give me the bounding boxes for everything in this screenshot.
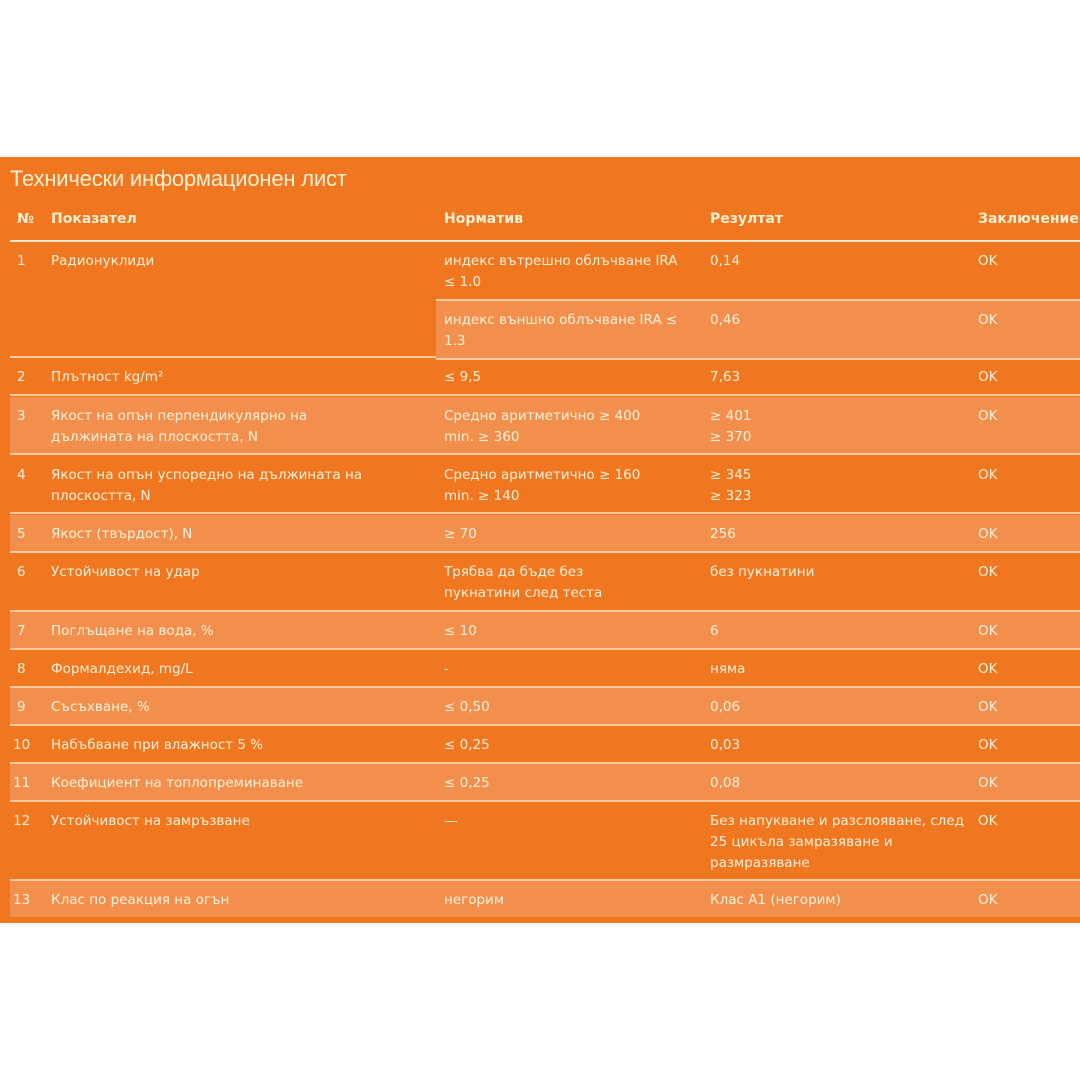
row-result: ≥ 345 ≥ 323 bbox=[710, 467, 752, 504]
row-norm: Средно аритметично ≥ 160 min. ≥ 140 bbox=[444, 467, 641, 504]
table-row bbox=[10, 515, 1080, 553]
row-number: 13 bbox=[13, 892, 31, 908]
row-number: 10 bbox=[13, 737, 31, 753]
row-result: 0,14 bbox=[710, 253, 741, 269]
row-result: 7,63 bbox=[710, 369, 741, 385]
row-conclusion: OK bbox=[978, 369, 998, 385]
row-indicator: Радионуклиди bbox=[51, 253, 155, 269]
row-norm: — bbox=[444, 813, 458, 829]
row-conclusion: OK bbox=[978, 467, 998, 483]
table-row bbox=[10, 397, 1080, 455]
row-conclusion: OK bbox=[978, 253, 998, 269]
row-number: 6 bbox=[17, 564, 26, 580]
table-row bbox=[10, 726, 1080, 764]
row-conclusion: OK bbox=[978, 775, 998, 791]
table-row bbox=[10, 650, 1080, 688]
row-indicator: Коефициент на топлопреминаване bbox=[51, 775, 304, 791]
row-indicator: Якост на опън перпендикулярно на дължината на плоскостта, N bbox=[51, 408, 308, 445]
row-indicator: Поглъщане на вода, % bbox=[51, 623, 214, 639]
row-number: 2 bbox=[17, 369, 26, 385]
row-indicator: Съсъхване, % bbox=[51, 699, 150, 715]
table-row bbox=[10, 456, 1080, 514]
row-number: 1 bbox=[17, 253, 26, 269]
row-number: 4 bbox=[17, 467, 26, 483]
table-row bbox=[10, 688, 1080, 726]
table-row bbox=[10, 764, 1080, 802]
row-conclusion: OK bbox=[978, 408, 998, 424]
table-row bbox=[10, 802, 1080, 881]
row-number: 12 bbox=[13, 813, 31, 829]
table-row bbox=[10, 553, 1080, 612]
row-norm: ≤ 0,25 bbox=[444, 775, 490, 791]
row-indicator: Клас по реакция на огън bbox=[51, 892, 230, 908]
row-norm: ≤ 0,50 bbox=[444, 699, 490, 715]
row-conclusion: OK bbox=[978, 699, 998, 715]
row-indicator: Плътност kg/m² bbox=[51, 369, 164, 385]
row-norm: Трябва да бъде без пукнатини след теста bbox=[444, 564, 603, 601]
row-conclusion: OK bbox=[978, 564, 998, 580]
row-conclusion: OK bbox=[978, 737, 998, 753]
table-subrow bbox=[436, 299, 1080, 360]
subrow-conclusion: OK bbox=[978, 312, 998, 328]
row-conclusion: OK bbox=[978, 892, 998, 908]
table-row bbox=[10, 358, 1080, 396]
row-indicator: Якост (твърдост), N bbox=[51, 526, 193, 542]
header-norm: Норматив bbox=[444, 211, 524, 227]
row-norm: ≤ 0,25 bbox=[444, 737, 490, 753]
sheet-title: Технически информационен лист bbox=[10, 166, 347, 191]
subrow-result: 0,46 bbox=[710, 312, 741, 328]
row-result: 0,08 bbox=[710, 775, 741, 791]
row-result: 256 bbox=[710, 526, 736, 542]
row-norm: Средно аритметично ≥ 400 min. ≥ 360 bbox=[444, 408, 641, 445]
row-norm: негорим bbox=[444, 892, 505, 908]
row-norm: ≤ 9,5 bbox=[444, 369, 482, 385]
row-norm: ≥ 70 bbox=[444, 526, 477, 542]
row-result: ≥ 401 ≥ 370 bbox=[710, 408, 752, 445]
row-norm: - bbox=[444, 661, 449, 677]
row-conclusion: OK bbox=[978, 526, 998, 542]
row-indicator: Формалдехид, mg/L bbox=[51, 661, 193, 677]
header-no: № bbox=[17, 211, 34, 227]
row-result: 0,06 bbox=[710, 699, 741, 715]
row-number: 3 bbox=[17, 408, 26, 424]
row-result: Клас A1 (негорим) bbox=[710, 892, 841, 908]
row-result: Без напукване и разслояване, след 25 цикъла замразяване и размразяване bbox=[710, 813, 964, 871]
table-row bbox=[10, 881, 1080, 917]
subrow-norm: индекс външно облъчване IRA ≤ 1.3 bbox=[444, 312, 678, 349]
row-norm: индекс вътрешно облъчване IRA ≤ 1.0 bbox=[444, 253, 678, 290]
header-result: Резултат bbox=[710, 211, 783, 227]
row-conclusion: OK bbox=[978, 813, 998, 829]
row-result: няма bbox=[710, 661, 746, 677]
row-result: 6 bbox=[710, 623, 719, 639]
row-number: 8 bbox=[17, 661, 26, 677]
row-indicator: Устойчивост на удар bbox=[51, 564, 200, 580]
row-number: 9 bbox=[17, 699, 26, 715]
header-conclusion: Заключение bbox=[978, 211, 1079, 227]
row-result: без пукнатини bbox=[710, 564, 815, 580]
row-indicator: Якост на опън успоредно на дължината на плоскостта, N bbox=[51, 467, 363, 504]
row-number: 11 bbox=[13, 775, 31, 791]
technical-sheet-panel bbox=[0, 157, 1080, 923]
row-indicator: Устойчивост на замръзване bbox=[51, 813, 250, 829]
row-conclusion: OK bbox=[978, 661, 998, 677]
row-number: 5 bbox=[17, 526, 26, 542]
row-conclusion: OK bbox=[978, 623, 998, 639]
row-result: 0,03 bbox=[710, 737, 741, 753]
row-indicator: Набъбване при влажност 5 % bbox=[51, 737, 264, 753]
table-row bbox=[10, 612, 1080, 650]
header-indicator: Показател bbox=[51, 211, 137, 227]
row-norm: ≤ 10 bbox=[444, 623, 477, 639]
row-number: 7 bbox=[17, 623, 26, 639]
